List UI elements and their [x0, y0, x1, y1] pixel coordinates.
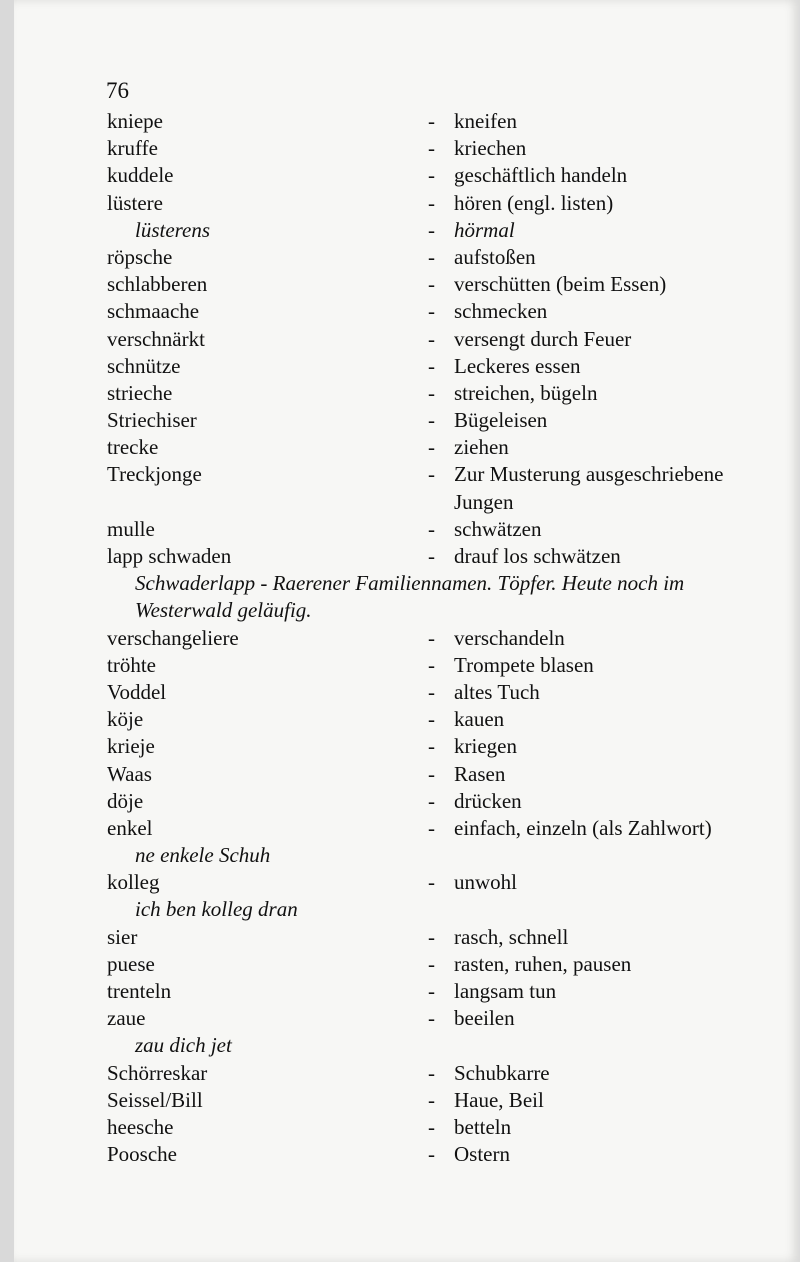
book-page — [14, 0, 800, 1262]
glossary-term: lapp schwaden — [107, 544, 232, 569]
glossary-term: Schörreskar — [107, 1060, 208, 1085]
page-number: 76 — [106, 78, 129, 103]
glossary-meaning: langsam tun — [454, 979, 557, 1004]
glossary-dash: - — [428, 951, 435, 976]
glossary-meaning: versengt durch Feuer — [454, 326, 632, 351]
glossary-entry — [14, 869, 800, 896]
glossary-meaning: Haue, Beil — [454, 1087, 544, 1112]
glossary-meaning: Zur Musterung ausgeschriebene Jungen — [454, 462, 724, 514]
glossary-meaning: Schubkarre — [454, 1060, 550, 1085]
glossary-meaning: geschäftlich handeln — [454, 163, 628, 188]
glossary-dash: - — [428, 734, 435, 759]
usage-example: ich ben kolleg dran — [135, 897, 298, 922]
glossary-entry — [14, 353, 800, 380]
glossary-term: röpsche — [107, 244, 173, 269]
glossary-term: verschnärkt — [107, 326, 205, 351]
glossary-term: Seissel/Bill — [107, 1087, 203, 1112]
glossary-dash: - — [428, 1006, 435, 1031]
glossary-dash: - — [428, 435, 435, 460]
glossary-term: heesche — [107, 1114, 174, 1139]
glossary-term: krieje — [107, 734, 155, 759]
glossary-dash: - — [428, 163, 435, 188]
glossary-term: kolleg — [107, 870, 160, 895]
glossary-dash: - — [428, 326, 435, 351]
glossary-term: Treckjonge — [107, 462, 202, 487]
glossary-meaning: aufstoßen — [454, 244, 536, 269]
glossary-dash: - — [428, 979, 435, 1004]
glossary-meaning: drücken — [454, 788, 522, 813]
glossary-entry — [14, 761, 800, 788]
glossary-dash: - — [428, 870, 435, 895]
glossary-term: tröhte — [107, 652, 156, 677]
usage-example: zau dich jet — [135, 1033, 232, 1058]
glossary-dash: - — [428, 761, 435, 786]
glossary-term: trenteln — [107, 979, 172, 1004]
glossary-entry — [14, 1087, 800, 1114]
glossary-entry — [14, 434, 800, 461]
glossary-dash: - — [428, 299, 435, 324]
glossary-meaning: verschandeln — [454, 625, 565, 650]
glossary-entry — [14, 244, 800, 271]
glossary-meaning: verschütten (beim Essen) — [454, 272, 667, 297]
glossary-entry — [14, 271, 800, 298]
glossary-dash: - — [428, 1060, 435, 1085]
glossary-meaning: beeilen — [454, 1006, 515, 1031]
glossary-dash: - — [428, 924, 435, 949]
glossary-dash: - — [428, 244, 435, 269]
glossary-term: trecke — [107, 435, 159, 460]
glossary-entry — [14, 1141, 800, 1168]
glossary-entry — [14, 298, 800, 325]
glossary-meaning: Rasen — [454, 761, 506, 786]
glossary-dash: - — [428, 109, 435, 133]
glossary-term: puese — [107, 951, 155, 976]
glossary-entry — [14, 625, 800, 652]
glossary-term: kniepe — [107, 109, 163, 133]
glossary-meaning: streichen, bügeln — [454, 380, 598, 405]
glossary-entry — [14, 1114, 800, 1141]
glossary-meaning: rasten, ruhen, pausen — [454, 951, 632, 976]
glossary-meaning: Leckeres essen — [454, 353, 581, 378]
glossary-dash: - — [428, 272, 435, 297]
glossary-entry — [14, 978, 800, 1005]
glossary-term: enkel — [107, 815, 153, 840]
glossary-example-term: lüsterens — [135, 217, 211, 242]
glossary-entry — [14, 326, 800, 353]
glossary-dash: - — [428, 353, 435, 378]
glossary-meaning: drauf los schwätzen — [454, 544, 621, 569]
glossary-term: schlabberen — [107, 272, 208, 297]
glossary-meaning: ziehen — [454, 435, 509, 460]
glossary-entry — [14, 788, 800, 815]
glossary-meaning: kriechen — [454, 136, 527, 161]
glossary-dash: - — [428, 1114, 435, 1139]
glossary-entry — [14, 951, 800, 978]
glossary-term: schmaache — [107, 299, 200, 324]
usage-example: ne enkele Schuh — [135, 843, 271, 868]
glossary-dash: - — [428, 1087, 435, 1112]
glossary-dash: - — [428, 679, 435, 704]
glossary-entry — [14, 733, 800, 760]
glossary-term: strieche — [107, 380, 173, 405]
glossary-term: döje — [107, 788, 144, 813]
glossary-meaning: betteln — [454, 1114, 512, 1139]
glossary-meaning: Ostern — [454, 1142, 510, 1167]
glossary-dash: - — [428, 788, 435, 813]
glossary-entry — [14, 1060, 800, 1087]
glossary-meaning: altes Tuch — [454, 679, 540, 704]
glossary-dash: - — [428, 707, 435, 732]
glossary-entry — [14, 652, 800, 679]
glossary-meaning: einfach, einzeln (als Zahlwort) — [454, 815, 712, 840]
glossary-list — [14, 108, 800, 1168]
glossary-example-entry — [14, 217, 800, 244]
glossary-meaning: schwätzen — [454, 516, 542, 541]
glossary-dash: - — [428, 217, 435, 242]
glossary-meaning: Bügeleisen — [454, 408, 548, 433]
glossary-term: Waas — [107, 761, 152, 786]
glossary-dash: - — [428, 136, 435, 161]
glossary-meaning: hören (engl. listen) — [454, 190, 614, 215]
glossary-term: verschangeliere — [107, 625, 239, 650]
glossary-entry — [14, 1005, 800, 1032]
glossary-dash: - — [428, 462, 435, 487]
glossary-entry — [14, 135, 800, 162]
glossary-term: kuddele — [107, 163, 174, 188]
glossary-dash: - — [428, 516, 435, 541]
glossary-term: lüstere — [107, 190, 163, 215]
glossary-meaning: schmecken — [454, 299, 548, 324]
glossary-example-meaning: hörmal — [454, 217, 515, 242]
glossary-term: kruffe — [107, 136, 158, 161]
glossary-dash: - — [428, 815, 435, 840]
glossary-entry — [14, 108, 800, 135]
glossary-term: mulle — [107, 516, 155, 541]
glossary-term: Striechiser — [107, 408, 197, 433]
glossary-dash: - — [428, 408, 435, 433]
glossary-entry — [14, 407, 800, 434]
glossary-entry — [14, 815, 800, 842]
glossary-entry — [14, 162, 800, 189]
glossary-term: Voddel — [107, 679, 167, 704]
glossary-meaning: rasch, schnell — [454, 924, 569, 949]
glossary-entry — [14, 380, 800, 407]
glossary-entry — [14, 190, 800, 217]
glossary-term: köje — [107, 707, 144, 732]
glossary-entry — [14, 679, 800, 706]
glossary-dash: - — [428, 652, 435, 677]
glossary-meaning: kauen — [454, 707, 505, 732]
glossary-meaning: kriegen — [454, 734, 517, 759]
etymology-note: Schwaderlapp - Raerener Familiennamen. Töpfer. Heute noch im Westerwald geläufig. — [135, 571, 685, 623]
glossary-meaning: Trompete blasen — [454, 652, 594, 677]
glossary-entry — [14, 543, 800, 570]
glossary-dash: - — [428, 1142, 435, 1167]
glossary-dash: - — [428, 190, 435, 215]
glossary-term: zaue — [107, 1006, 146, 1031]
glossary-entry — [14, 706, 800, 733]
glossary-entry — [14, 516, 800, 543]
glossary-term: sier — [107, 924, 138, 949]
glossary-entry — [14, 924, 800, 951]
glossary-term: Poosche — [107, 1142, 177, 1167]
glossary-dash: - — [428, 625, 435, 650]
glossary-dash: - — [428, 544, 435, 569]
glossary-meaning: kneifen — [454, 109, 517, 133]
glossary-dash: - — [428, 380, 435, 405]
glossary-meaning: unwohl — [454, 870, 517, 895]
glossary-entry — [14, 461, 800, 515]
glossary-term: schnütze — [107, 353, 181, 378]
